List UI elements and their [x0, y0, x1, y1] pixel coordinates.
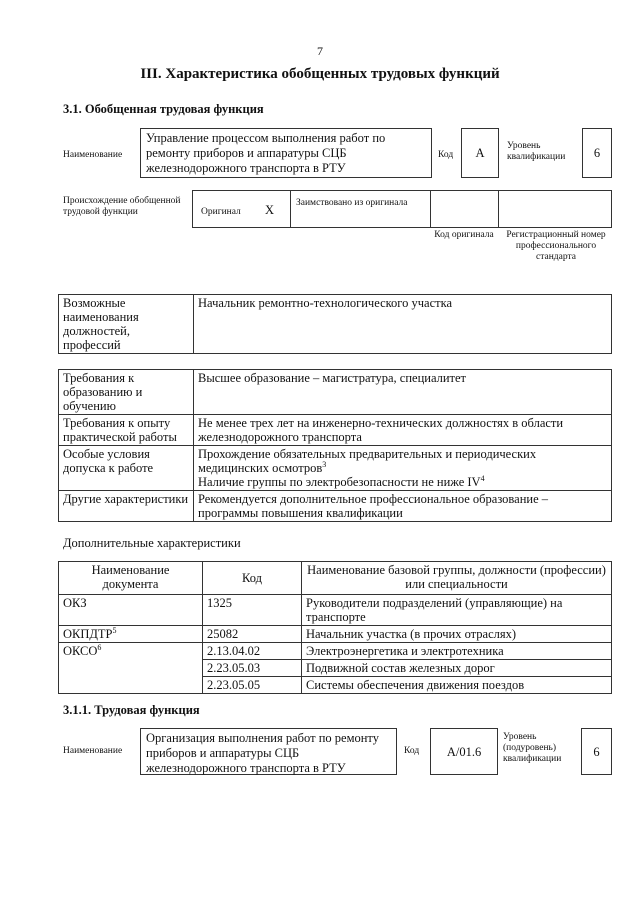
- header-name: Наименование базовой группы, должности (профессии) или специальности: [302, 562, 612, 595]
- code-cell: 1325: [203, 595, 302, 626]
- gtf-origin-label: Происхождение обобщенной трудовой функции: [63, 196, 181, 217]
- table-row: [59, 446, 612, 491]
- req-label: Требования к образованию и обучению: [59, 370, 194, 415]
- reg-number-caption: Регистрационный номер профессионального стандарта: [506, 230, 606, 262]
- divider: [430, 191, 431, 227]
- doc-cell: [59, 595, 203, 626]
- table-row: [59, 626, 612, 643]
- header-doc: Наименование документа: [59, 562, 203, 595]
- tf-level-value: 6: [581, 728, 612, 775]
- req-value-special: [194, 446, 612, 491]
- table-header-row: [59, 562, 612, 595]
- req-label: Другие характеристики: [59, 491, 194, 522]
- code-cell: 2.23.05.05: [203, 677, 302, 694]
- positions-value: Начальник ремонтно-технологического участка: [194, 295, 612, 354]
- doc-name: ОКСО: [63, 644, 98, 658]
- origin-code-caption: Код оригинала: [434, 230, 494, 240]
- page-number: 7: [317, 44, 323, 58]
- divider: [498, 191, 499, 227]
- req-value: Рекомендуется дополнительное профессиональное образование – программы повышения квалификации: [194, 491, 612, 522]
- name-cell: Руководители подразделений (управляющие) на транспорте: [302, 595, 612, 626]
- header-code: Код: [203, 562, 302, 595]
- gtf-code-label: Код: [438, 150, 454, 160]
- footnote-ref: 6: [97, 642, 102, 652]
- table-row: [59, 370, 612, 415]
- divider: [290, 191, 291, 227]
- positions-label: Возможные наименования должностей, профессий: [59, 295, 194, 354]
- req-value: Не менее трех лет на инженерно-технических должностях в области железнодорожного транспорта: [194, 415, 612, 446]
- code-cell: 25082: [203, 626, 302, 643]
- original-mark: X: [265, 203, 275, 217]
- tf-name-label: Наименование: [63, 746, 123, 756]
- additional-table: [58, 561, 612, 694]
- positions-table: [58, 294, 612, 354]
- gtf-origin-box: [192, 190, 612, 228]
- gtf-level-value: 6: [582, 128, 612, 178]
- requirements-table: [58, 369, 612, 522]
- req-label: Особые условия допуска к работе: [59, 446, 194, 491]
- name-cell: Системы обеспечения движения поездов: [302, 677, 612, 694]
- footnote-ref: 3: [322, 459, 327, 469]
- doc-cell: [59, 643, 203, 694]
- tf-code-label: Код: [404, 746, 420, 756]
- table-row: [59, 643, 612, 660]
- gtf-code-value: А: [461, 128, 499, 178]
- code-cell: 2.23.05.03: [203, 660, 302, 677]
- borrowed-label: Заимствовано из оригинала: [296, 198, 408, 208]
- name-cell: Электроэнергетика и электротехника: [302, 643, 612, 660]
- doc-cell: [59, 626, 203, 643]
- original-label: Оригинал: [201, 207, 241, 217]
- gtf-level-label: Уровень квалификации: [507, 141, 566, 162]
- doc-name: ОКПДТР: [63, 627, 113, 641]
- footnote-ref: 4: [480, 473, 485, 483]
- gtf-heading: 3.1. Обобщенная трудовая функция: [63, 102, 264, 116]
- req-line2: Наличие группы по электробезопасности не ниже IV: [198, 475, 481, 489]
- additional-title: Дополнительные характеристики: [63, 536, 241, 550]
- section-title: III. Характеристика обобщенных трудовых функций: [140, 66, 500, 82]
- name-cell: Подвижной состав железных дорог: [302, 660, 612, 677]
- gtf-name-label: Наименование: [63, 150, 123, 160]
- req-line1: Прохождение обязательных предварительных и периодических медицинских осмотров: [198, 447, 537, 475]
- footnote-ref: 5: [112, 625, 117, 635]
- tf-name-value: Организация выполнения работ по ремонту приборов и аппаратуры СЦБ железнодорожного транспорта в РТУ: [140, 728, 397, 775]
- table-row: [59, 595, 612, 626]
- name-cell: Начальник участка (в прочих отраслях): [302, 626, 612, 643]
- req-label: Требования к опыту практической работы: [59, 415, 194, 446]
- tf-level-label: Уровень (подуровень) квалификации: [503, 732, 562, 764]
- table-row: [59, 491, 612, 522]
- req-value: Высшее образование – магистратура, специалитет: [194, 370, 612, 415]
- code-cell: 2.13.04.02: [203, 643, 302, 660]
- doc-name: ОКЗ: [63, 596, 87, 610]
- tf-heading: 3.1.1. Трудовая функция: [63, 703, 200, 717]
- gtf-name-value: Управление процессом выполнения работ по ремонту приборов и аппаратуры СЦБ железнодорожного транспорта в РТУ: [140, 128, 432, 178]
- tf-code-value: A/01.6: [430, 728, 498, 775]
- table-row: [59, 415, 612, 446]
